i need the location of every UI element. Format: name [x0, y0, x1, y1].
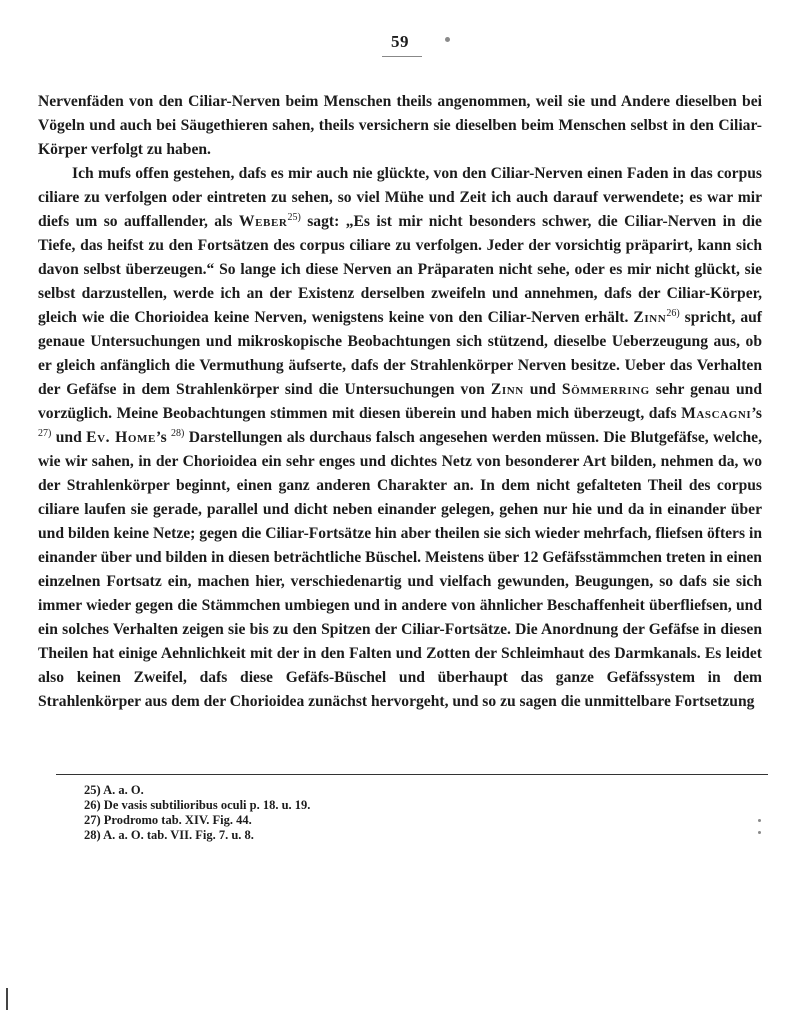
footnote-reference: 26) [666, 307, 680, 319]
text-run: sagt: „Es ist mir nicht besonders schwer, die Ciliar-Nerven in die Tiefe, das heifst zu den Fortsätzen des corpus ciliare zu verfolgen. Jeder der vorsichtig präparirt, kann sich davon selbst überzeugen.“ So lange ich diese Nerven an Präparaten nicht sehe, oder es mir nicht glückt, sie selbst darzustellen, werde ich an der Existenz derselben zweifeln und annehmen, dafs der Ciliar-Körper, gleich wie die Chorioidea keine Nerven, wenigstens keine von den Ciliar-Nerven erhält. [38, 213, 762, 326]
text-run: Ich mufs offen gestehen, dafs es mir auch nie glückte, von den Ciliar-Nerven einen Faden in das corpus ciliare zu verfolgen oder eintreten zu sehen, so viel Mühe und Zeit ich auch darauf verwendete; es war mir diefs um so auffallender, als [38, 165, 762, 230]
text-run: und [523, 381, 562, 398]
text-run: sehr genau und vorzüglich. Meine Beobachtungen stimmen mit diesen überein und haben mich überzeugt, dafs [38, 381, 762, 422]
text-run: und [51, 429, 87, 446]
footnote-reference: 27) [38, 427, 52, 439]
footnotes [84, 783, 744, 843]
footnote-reference: 25) [287, 211, 301, 223]
text-run: ’s [155, 429, 172, 446]
print-speck [445, 37, 450, 42]
body-text [38, 90, 762, 714]
author-name: Ev. Home [86, 429, 156, 446]
paragraph [38, 90, 762, 162]
author-name: Weber [238, 213, 288, 230]
author-name: Sömmerring [561, 381, 650, 398]
footnote-28: 28) A. a. O. tab. VII. Fig. 7. u. 8. [84, 828, 254, 842]
text-run: Nervenfäden von den Ciliar-Nerven beim Menschen theils angenommen, weil sie und Andere dieselben bei Vögeln und auch bei Säugethieren sahen, theils versichern sie dieselben beim Menschen selbst in den Ciliar-Körper verfolgt zu haben. [38, 93, 762, 158]
text-run: ’s [751, 405, 762, 422]
footnote-27: 27) Prodromo tab. XIV. Fig. 44. [84, 813, 252, 827]
footnote-25: 25) A. a. O. [84, 783, 144, 797]
author-name: Zinn [633, 309, 667, 326]
author-name: Mascagni [681, 405, 752, 422]
author-name: Zinn [490, 381, 524, 398]
footnote-26: 26) De vasis subtilioribus oculi p. 18. u. 19. [84, 798, 311, 812]
footnote-divider [56, 774, 768, 775]
paragraph [38, 162, 762, 714]
footnote-reference: 28) [171, 427, 185, 439]
print-speck [758, 831, 761, 834]
page-number-rule [382, 56, 422, 57]
page-edge-mark [6, 988, 8, 1010]
text-run: Darstellungen als durchaus falsch angesehen werden müssen. Die Blutgefäfse, welche, wie wir sahen, in der Chorioidea ein sehr enges und dichtes Netz von besonderer Art bilden, nehmen da, wo der Strahlenkörper beginnt, einen ganz anderen Charakter an. In dem nicht gefalteten Theil des corpus ciliare laufen sie gerade, parallel und dicht neben einander gelegen, gehen nur hie und da in einander über und bilden keine Netze; gegen die Ciliar-Fortsätze hin aber theilen sie sich wieder mehrfach, fliefsen öfters in einander über und bilden in diesen beträchtliche Büschel. Meistens über 12 Gefäfsstämmchen treten in einen einzelnen Fortsatz ein, machen hier, verschiedenartig und vielfach gewunden, Beugungen, so dafs sie sich immer wieder gegen die Stämmchen umbiegen und in andere von ähnlicher Beschaffenheit überfliefsen, und ein solches Verhalten zeigen sie bis zu den Spitzen der Ciliar-Fortsätze. Die Anordnung der Gefäfse in diesen Theilen hat einige Aehnlichkeit mit der in den Falten und Zotten der Schleimhaut des Darmkanals. Es leidet also keinen Zweifel, dafs diese Gefäfs-Büschel und überhaupt das ganze Gefäfssystem in dem Strahlenkörper aus dem der Chorioidea zunächst hervorgeht, und so zu sagen die unmittelbare Fortsetzung [38, 429, 762, 710]
text-run: spricht, auf genaue Untersuchungen und mikroskopische Beobachtungen sich stützend, dieselbe Ueberzeugung aus, ob er gleich anfänglich die Vermuthung äufserte, dafs der Strahlenkörper Nerven besitze. Ueber das Verhalten der Gefäfse in dem Strahlenkörper sind die Untersuchungen von [38, 309, 763, 398]
page-number: 59 [391, 32, 409, 51]
print-speck [758, 819, 761, 822]
